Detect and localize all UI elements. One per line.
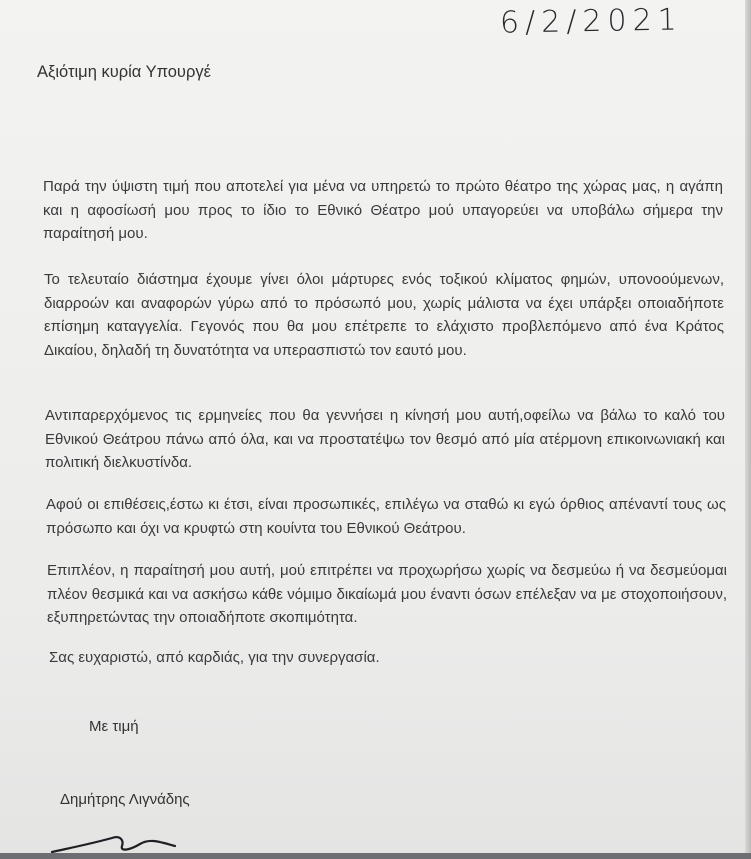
bottom-shadow (0, 853, 751, 859)
signature-name: Δημήτρης Λιγνάδης (60, 791, 190, 808)
letter-paragraph-5: Επιπλέον, η παραίτησή μου αυτή, μού επιτρέπει να προχωρήσω χωρίς να δεσμεύω ή να δεσμεύομαι πλέον θεσμικά και να ασκήσω κάθε νόμιμο δικαίωμά μου έναντι όσων επέλεξαν να με στοχοποιήσουν, εξυπηρετώντας την οποιαδήποτε σκοπιμότητα. (47, 562, 727, 627)
paper-edge (745, 0, 751, 859)
letter-greeting: Αξιότιμη κυρία Υπουργέ (37, 63, 211, 81)
letter-closing: Με τιμή (89, 718, 139, 735)
letter-paragraph-4: Αφού οι επιθέσεις,έστω κι έτσι, είναι προσωπικές, επιλέγω να σταθώ κι εγώ όρθιος απέναντί τους ως πρόσωπο και όχι να κρυφτώ στη κουίντα του Εθνικού Θεάτρου. (46, 496, 726, 537)
letter-paragraph-1: Παρά την ύψιστη τιμή που αποτελεί για μένα να υπηρετώ το πρώτο θέατρο της χώρας μας, η αγάπη και η αφοσίωσή μου προς το ίδιο το Εθνικό Θέατρο μού υπαγορεύει να υποβάλω σήμερα την παραίτησή μου. (43, 178, 723, 243)
letter-paragraph-2: Το τελευταίο διάστημα έχουμε γίνει όλοι μάρτυρες ενός τοξικού κλίματος φημών, υπονοούμενων, διαρροών και αναφορών γύρω από το πρόσωπό μου, χωρίς μάλιστα να έχει υπάρξει οποιαδήποτε επίσημη καταγγελία. Γεγονός που θα μου επέτρεπε το ελάχιστο προβλεπόμενο από ένα Κράτος Δικαίου, δηλαδή τη δυνατότητα να υπερασπιστώ τον εαυτό μου. (44, 271, 724, 359)
handwritten-date: 6/2/2021 (499, 2, 684, 41)
letter-paragraph-3: Αντιπαρερχόμενος τις ερμηνείες που θα γεννήσει η κίνησή μου αυτή,οφείλω να βάλω το καλό του Εθνικού Θεάτρου πάνω από όλα, και να προστατέψω τον θεσμό από μία ατέρμονη επικοινωνιακή και πολιτική διελκυστίνδα. (45, 407, 725, 472)
letter-paragraph-6: Σας ευχαριστώ, από καρδιάς, για την συνεργασία. (49, 649, 380, 666)
signature-scribble (50, 826, 190, 856)
